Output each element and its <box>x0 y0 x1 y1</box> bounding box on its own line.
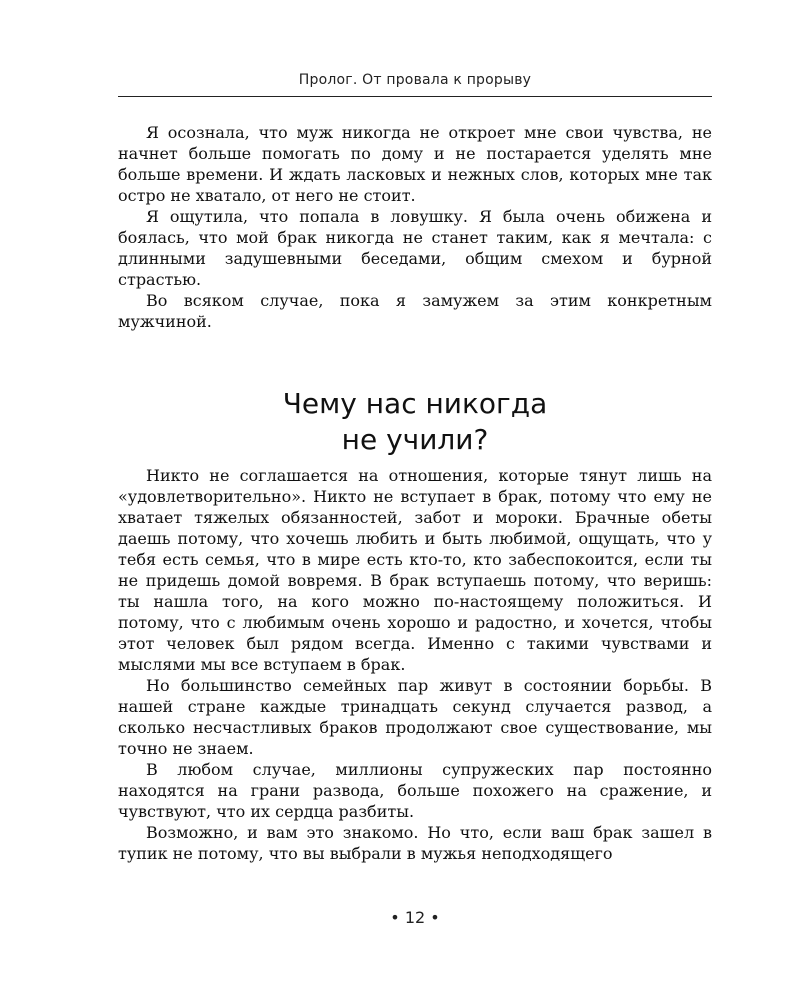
intro-text-block <box>118 122 712 332</box>
running-header: Пролог. От провала к прорыву <box>298 72 532 88</box>
paragraph: В любом случае, миллионы супружеских пар постоянно находятся на грани развода, больше похожего на сражение, и чувствуют, что их сердца разбиты. <box>118 760 712 821</box>
header-rule <box>118 96 712 97</box>
section-text-block <box>118 465 712 864</box>
section-heading-line: не учили? <box>341 423 489 456</box>
page-number: • 12 • <box>390 908 440 927</box>
paragraph: Возможно, и вам это знакомо. Но что, если ваш брак зашел в тупик не потому, что вы выбрали в мужья неподходящего <box>118 823 712 863</box>
paragraph: Но большинство семейных пар живут в состоянии борьбы. В нашей стране каждые тринадцать секунд случается развод, а сколько несчастливых браков продолжают свое существование, мы точно не знаем. <box>118 676 712 758</box>
section-heading-line: Чему нас никогда <box>282 387 548 420</box>
paragraph: Никто не соглашается на отношения, которые тянут лишь на «удовлетворительно». Никто не вступает в брак, потому что ему не хватает тяжелых обязанностей, забот и мороки. Брачные обеты даешь потому, что хочешь любить и быть любимой, ощущать, что у тебя есть семья, что в мире есть кто-то, кто забеспокоится, если ты не придешь домой вовремя. В брак вступаешь потому, что веришь: ты нашла того, на кого можно по-настоящему положиться. И потому, что с любимым очень хорошо и радостно, и хочется, чтобы этот человек был рядом всегда. Именно с такими чувствами и мыслями мы все вступаем в брак. <box>118 466 712 674</box>
paragraph: Во всяком случае, пока я замужем за этим конкретным мужчиной. <box>118 291 712 331</box>
paragraph: Я осознала, что муж никогда не откроет мне свои чувства, не начнет больше помогать по дому и не постарается уделять мне больше времени. И ждать ласковых и нежных слов, которых мне так остро не хватало, от него не стоит. <box>118 123 712 205</box>
paragraph: Я ощутила, что попала в ловушку. Я была очень обижена и боялась, что мой брак никогда не станет таким, как я мечтала: с длинными задушевными беседами, общим смехом и бурной страстью. <box>118 207 712 289</box>
section-heading <box>118 386 712 458</box>
